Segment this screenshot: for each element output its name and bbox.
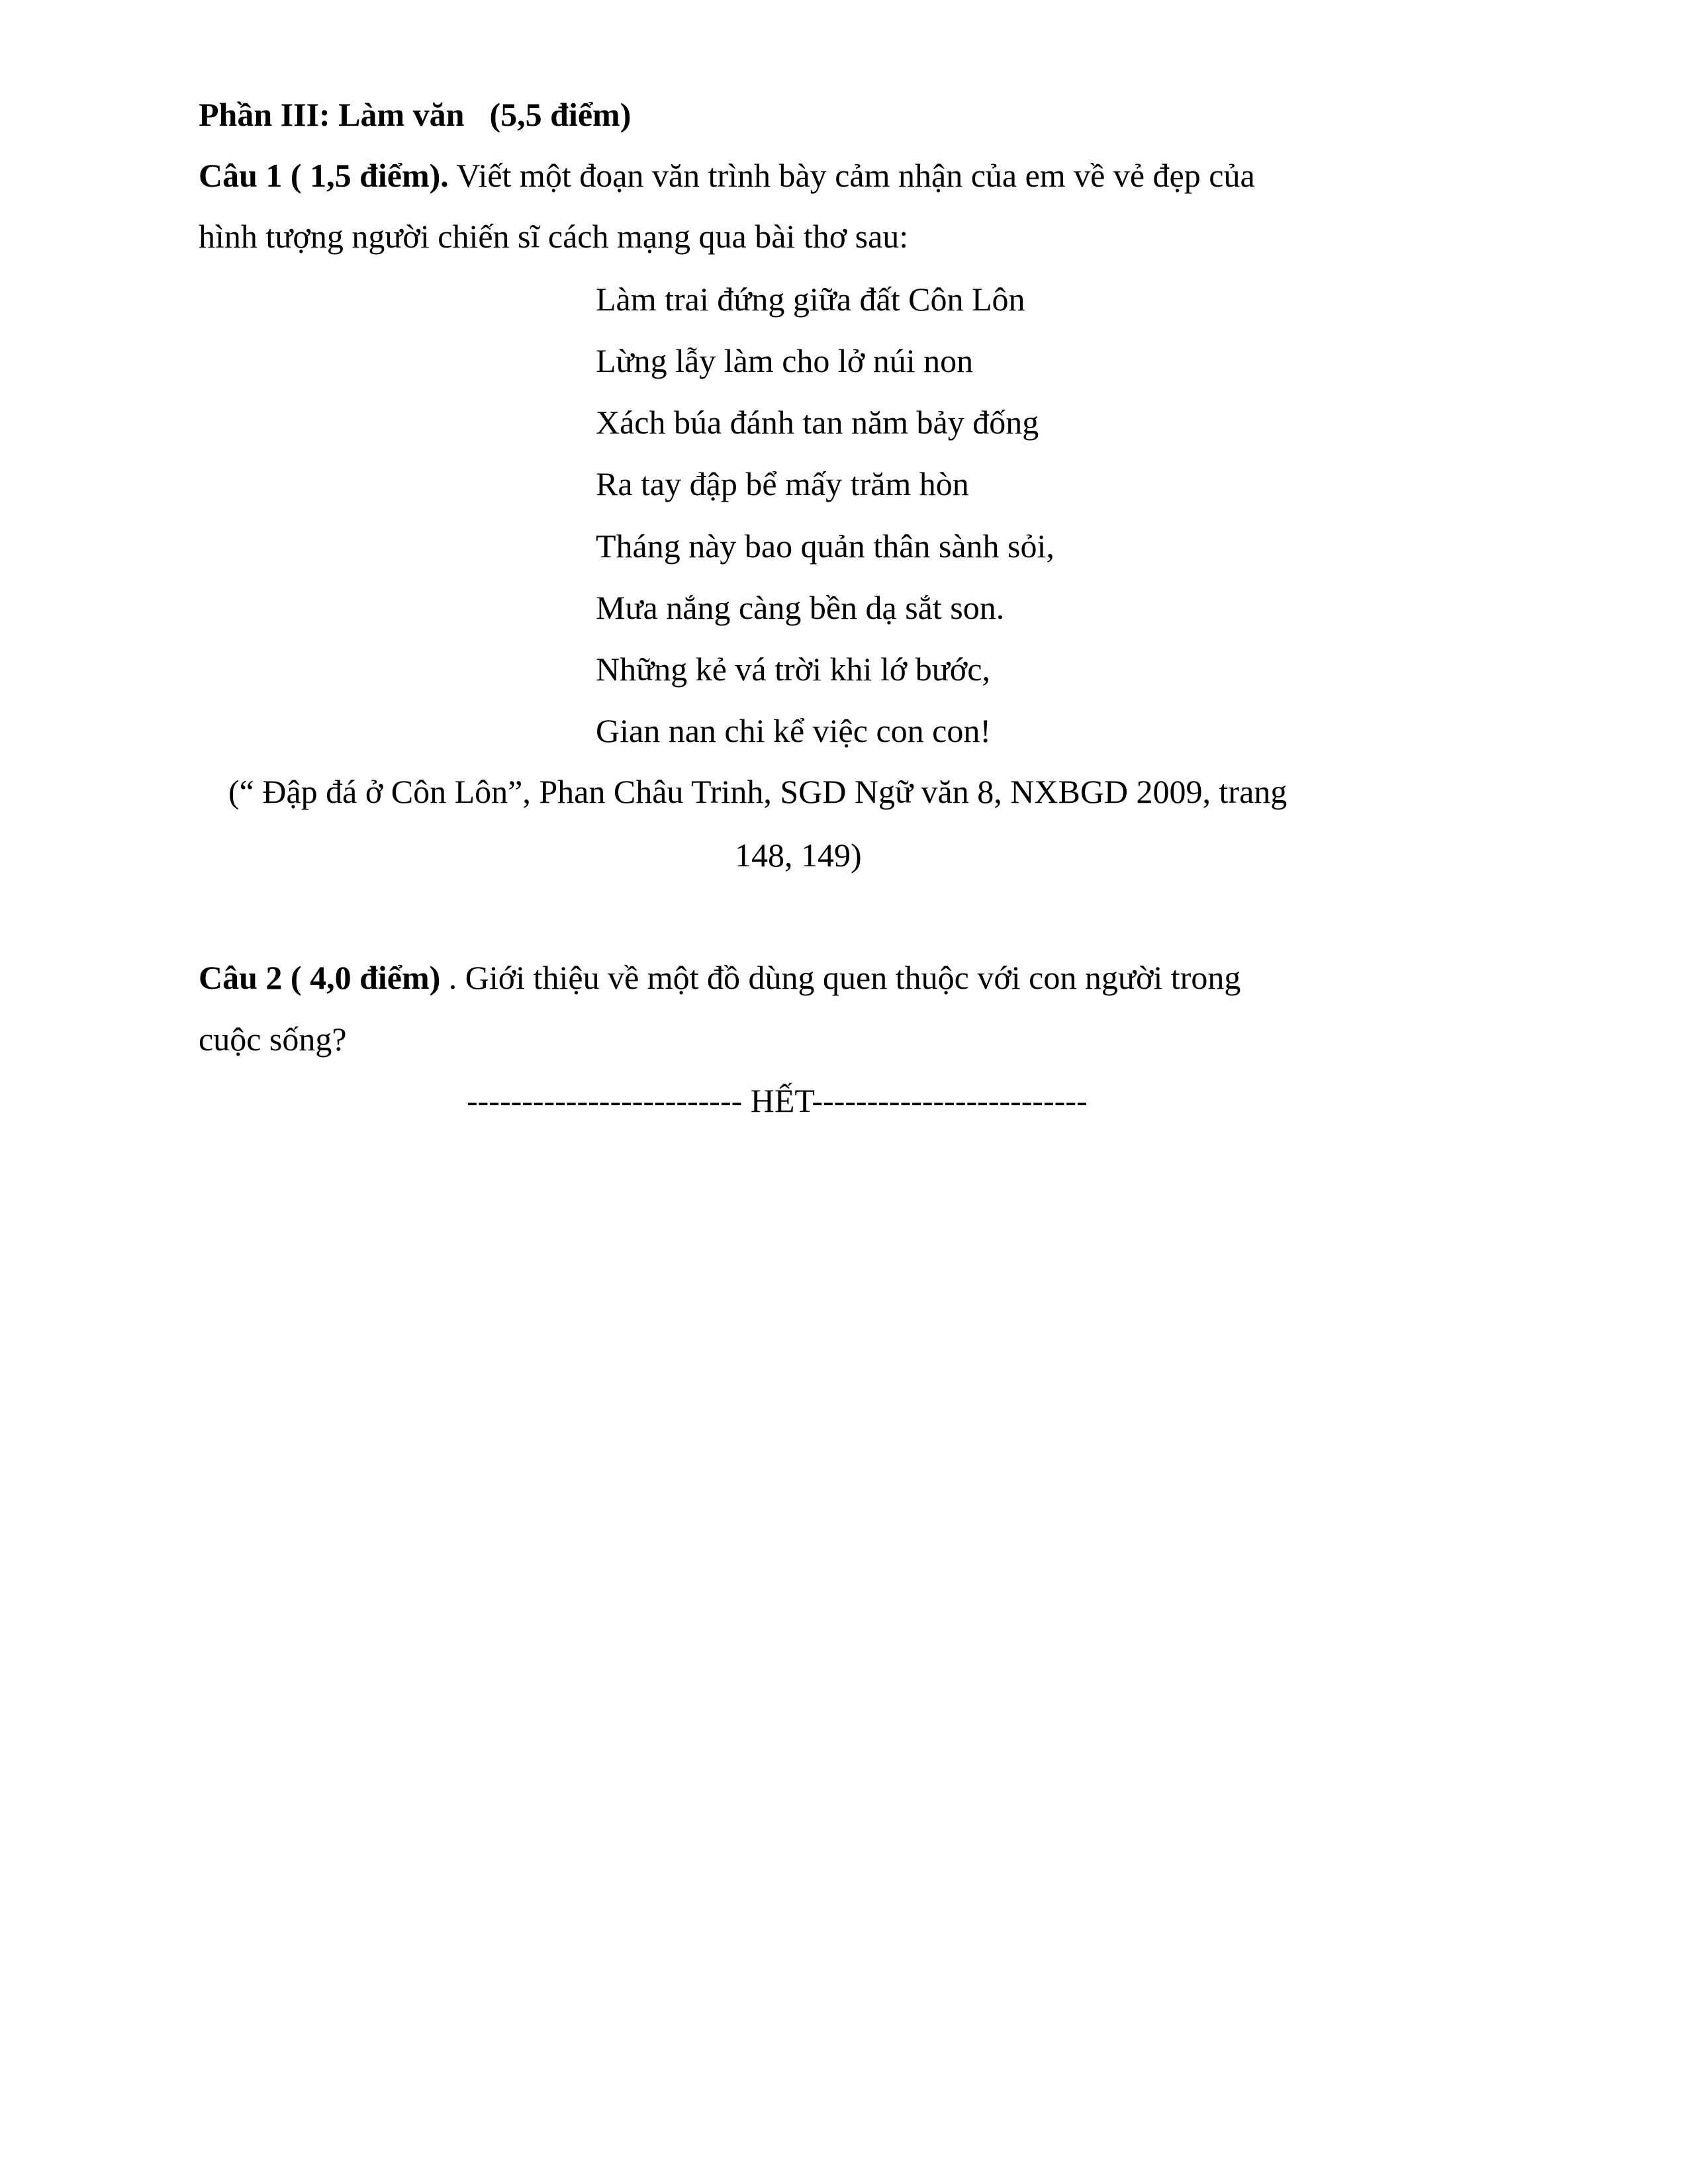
q1-text-line1: Viết một đoạn văn trình bày cảm nhận của em về vẻ đẹp của [448,157,1255,194]
q2-text-line2: cuộc sống? [199,1021,347,1058]
end-mark: ------------------------- HẾT------------------------- [467,1082,1088,1119]
q1-text-line2: hình tượng người chiến sĩ cách mạng qua bài thơ sau: [199,218,909,255]
part3-heading: Phần III: Làm văn [199,96,465,133]
poem-citation-line2: 148, 149) [735,837,862,874]
part3-heading-row [199,95,631,134]
q1-row-1 [199,156,1255,195]
poem-line: Lừng lẫy làm cho lở núi non [596,342,974,379]
poem-line: Làm trai đứng giữa đất Côn Lôn [596,281,1025,318]
poem-line: Gian nan chi kể việc con con! [596,712,991,749]
q1-row-2 [199,216,908,256]
q2-text-line1: . Giới thiệu về một đồ dùng quen thuộc với con người trong [440,959,1241,996]
poem-citation-line1: (“ Đập đá ở Côn Lôn”, Phan Châu Trinh, SGD Ngữ văn 8, NXBGD 2009, trang [228,773,1288,810]
q1-label: Câu 1 ( 1,5 điểm). [199,157,449,194]
q2-row-1 [199,958,1241,997]
poem-line: Xách búa đánh tan năm bảy đống [596,404,1039,441]
poem-line: Tháng này bao quản thân sành sỏi, [596,527,1055,565]
part3-points: (5,5 điểm) [489,96,632,133]
q2-label: Câu 2 ( 4,0 điểm) [199,959,441,996]
poem-line: Những kẻ vá trời khi lớ bước, [596,651,990,688]
poem-line: Mưa nắng càng bền dạ sắt son. [596,589,1005,626]
q2-row-2 [199,1019,347,1059]
poem-line: Ra tay đập bể mấy trăm hòn [596,465,969,502]
